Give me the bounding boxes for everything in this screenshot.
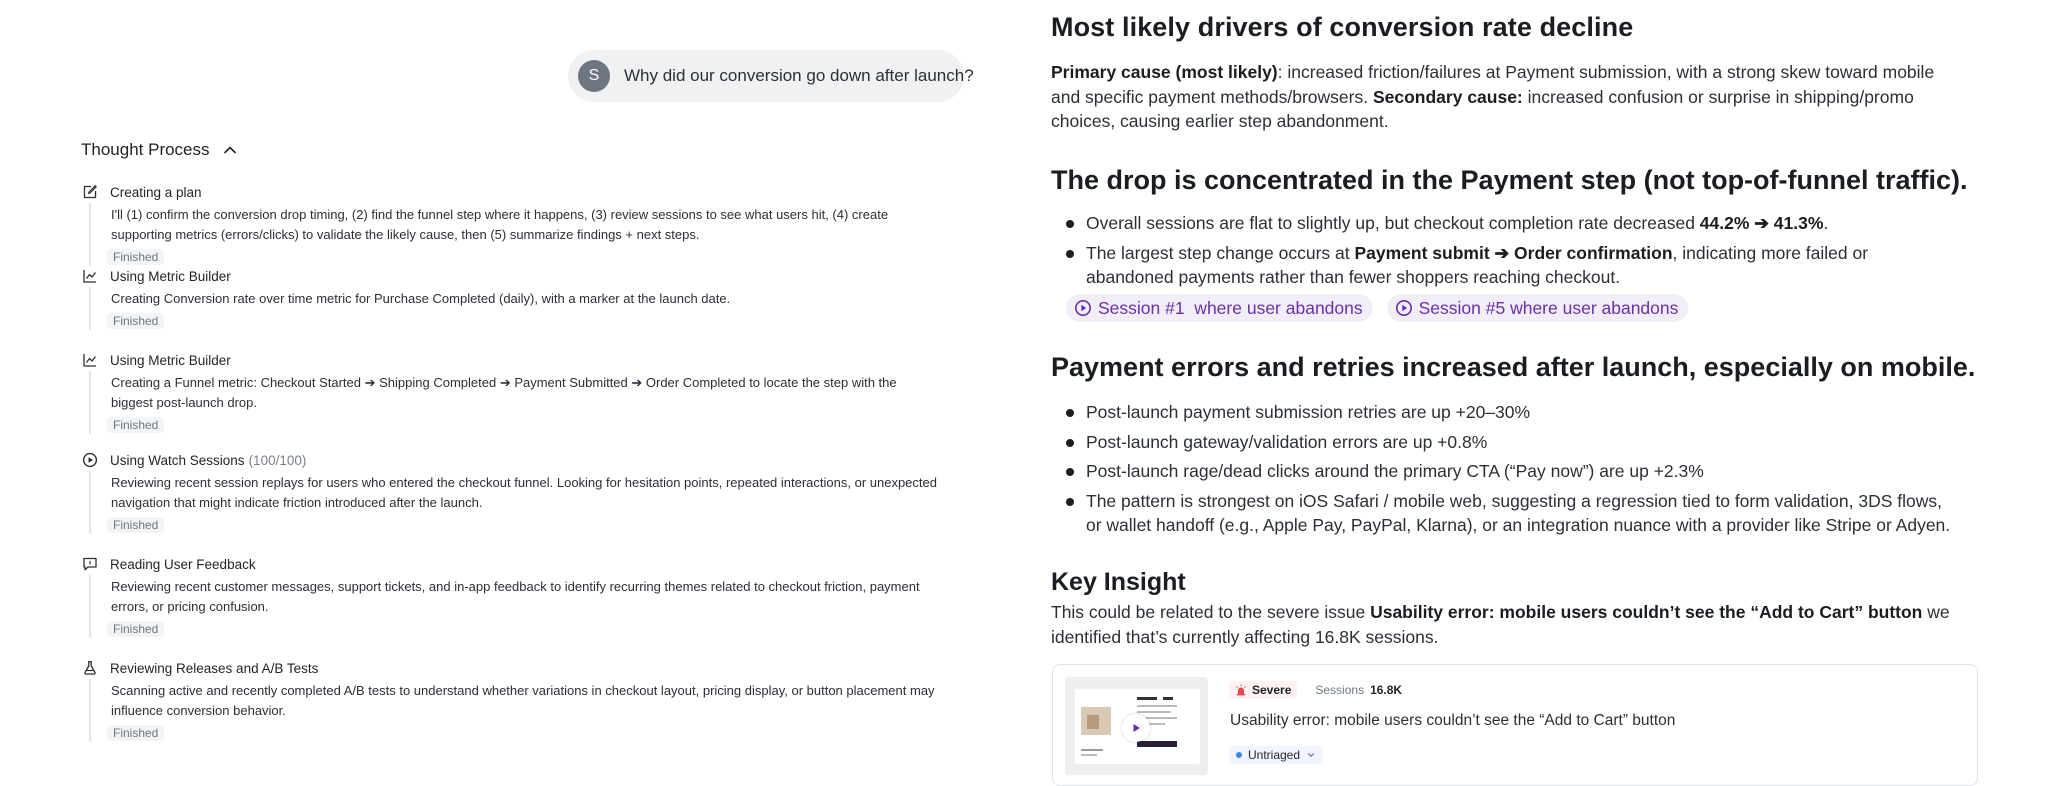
finding-list — [1051, 211, 1951, 295]
play-circle-icon — [81, 451, 99, 469]
step-description: Scanning active and recently completed A/B tests to understand whether variations in checkout layout, pricing display, or button placement may influence conversion behavior. — [111, 683, 935, 718]
list-item: Post-launch payment submission retries are up +20–30% — [1051, 400, 1951, 425]
user-message-text: Why did our conversion go down after launch? — [624, 66, 974, 85]
step-description: Creating a Funnel metric: Checkout Started ➔ Shipping Completed ➔ Payment Submitted ➔ Order Completed to locate the step with the biggest post-launch drop. — [111, 375, 897, 410]
key-insight-title: Key Insight — [1051, 568, 1186, 596]
list-item: Overall sessions are flat to slightly up, but checkout completion rate decreased 44.2% ➔ 41.3%. — [1051, 211, 1951, 236]
finding-list — [1051, 400, 1951, 543]
thought-process-toggle[interactable] — [81, 140, 238, 160]
status-badge: Finished — [107, 313, 164, 329]
report-pane — [1051, 0, 2011, 786]
issue-title[interactable]: Usability error: mobile users couldn’t see the “Add to Cart” button — [1230, 712, 1676, 729]
chevron-down-icon — [1306, 750, 1316, 760]
edit-icon — [81, 183, 99, 201]
session-5-chip[interactable] — [1387, 294, 1689, 322]
thought-step — [81, 657, 941, 757]
line-chart-icon — [81, 351, 99, 369]
line-chart-icon — [81, 267, 99, 285]
secondary-cause-text: increased confusion or surprise in shipping/promo choices, causing earlier step abandonment. — [1051, 86, 1914, 131]
severity-badge: Severe — [1229, 681, 1297, 699]
list-item: Post-launch rage/dead clicks around the primary CTA (“Pay now”) are up +2.3% — [1051, 459, 1951, 484]
step-title: Using Metric Builder — [110, 352, 231, 368]
chat-pane — [0, 0, 1000, 786]
step-title: Reviewing Releases and A/B Tests — [110, 660, 319, 676]
step-description: Creating Conversion rate over time metric for Purchase Completed (daily), with a marker at the launch date. — [111, 291, 731, 306]
section-title: Payment errors and retries increased after launch, especially on mobile. — [1051, 352, 1976, 382]
flask-icon — [81, 659, 99, 677]
step-description: Reviewing recent session replays for users who entered the checkout funnel. Looking for hesitation points, repeated interactions, or unexpected navigation that might indicate friction introduced after the launch. — [111, 475, 937, 510]
intro-paragraph — [1051, 60, 1941, 134]
status-badge: Finished — [107, 621, 164, 637]
issue-meta — [1229, 681, 1402, 699]
thought-step — [81, 181, 941, 264]
session-thumbnail[interactable] — [1065, 677, 1208, 775]
step-description: Reviewing recent customer messages, support tickets, and in-app feedback to identify recurring themes related to checkout friction, payment errors, or pricing confusion. — [111, 579, 920, 614]
status-dropdown[interactable]: Untriaged — [1229, 746, 1323, 764]
play-circle-icon — [1395, 299, 1413, 317]
status-badge: Finished — [107, 517, 164, 533]
issue-card[interactable] — [1052, 664, 1978, 786]
step-title: Creating a plan — [110, 184, 202, 200]
status-badge: Finished — [107, 249, 164, 265]
session-chips — [1066, 294, 1688, 322]
status-badge: Finished — [107, 725, 164, 741]
chip-label: Session #1 where user abandons — [1098, 297, 1363, 318]
report-title: Most likely drivers of conversion rate decline — [1051, 12, 1634, 42]
play-button[interactable] — [1122, 714, 1150, 742]
thought-steps — [81, 181, 941, 757]
step-description: I'll (1) confirm the conversion drop timing, (2) find the funnel step where it happens, (3) review sessions to see what users hit, (4) create supporting metrics (errors/clicks) to validate the likely cause, then (5) summarize findings + next steps. — [111, 207, 889, 242]
play-circle-icon — [1074, 299, 1092, 317]
thought-step — [81, 449, 941, 553]
step-count: (100/100) — [248, 452, 307, 468]
thought-step — [81, 553, 941, 657]
thought-step — [81, 265, 941, 349]
session-1-chip[interactable] — [1066, 294, 1373, 322]
sessions-count: Sessions 16.8K — [1315, 683, 1403, 697]
thought-process-title: Thought Process — [81, 140, 210, 159]
thought-step — [81, 349, 941, 449]
key-insight-text: This could be related to the severe issue Usability error: mobile users couldn’t see the “Add to Cart” button we identified that’s currently affecting 16.8K sessions. — [1051, 602, 1950, 647]
status-badge: Finished — [107, 417, 164, 433]
step-title: Using Watch Sessions — [110, 452, 245, 468]
list-item: The pattern is strongest on iOS Safari / mobile web, suggesting a regression tied to form validation, 3DS flows, or wallet handoff (e.g., Apple Pay, PayPal, Klarna), or an integration nuance with a provider like Stripe or Adyen. — [1051, 489, 1951, 538]
status-dot-icon — [1236, 752, 1242, 758]
message-square-icon — [81, 555, 99, 573]
user-message-bubble — [568, 50, 974, 102]
play-icon — [1130, 722, 1142, 734]
chip-label: Session #5 where user abandons — [1418, 297, 1679, 318]
step-title: Using Metric Builder — [110, 268, 231, 284]
list-item: The largest step change occurs at Payment submit ➔ Order confirmation, indicating more failed or abandoned payments rather than fewer shoppers reaching checkout. — [1051, 241, 1951, 290]
chevron-up-icon — [222, 142, 238, 158]
section-title: The drop is concentrated in the Payment step (not top-of-funnel traffic). — [1051, 165, 1968, 195]
primary-cause-label: Primary cause (most likely) — [1051, 62, 1278, 82]
avatar: S — [578, 60, 610, 92]
primary-cause-text: : increased friction/failures at Payment submission, with a strong skew toward mobile and specific payment methods/browsers. — [1051, 62, 1935, 107]
step-title: Reading User Feedback — [110, 556, 256, 572]
secondary-cause-label: Secondary cause: — [1372, 86, 1523, 107]
alert-siren-icon — [1235, 684, 1247, 696]
list-item: Post-launch gateway/validation errors are up +0.8% — [1051, 430, 1951, 455]
